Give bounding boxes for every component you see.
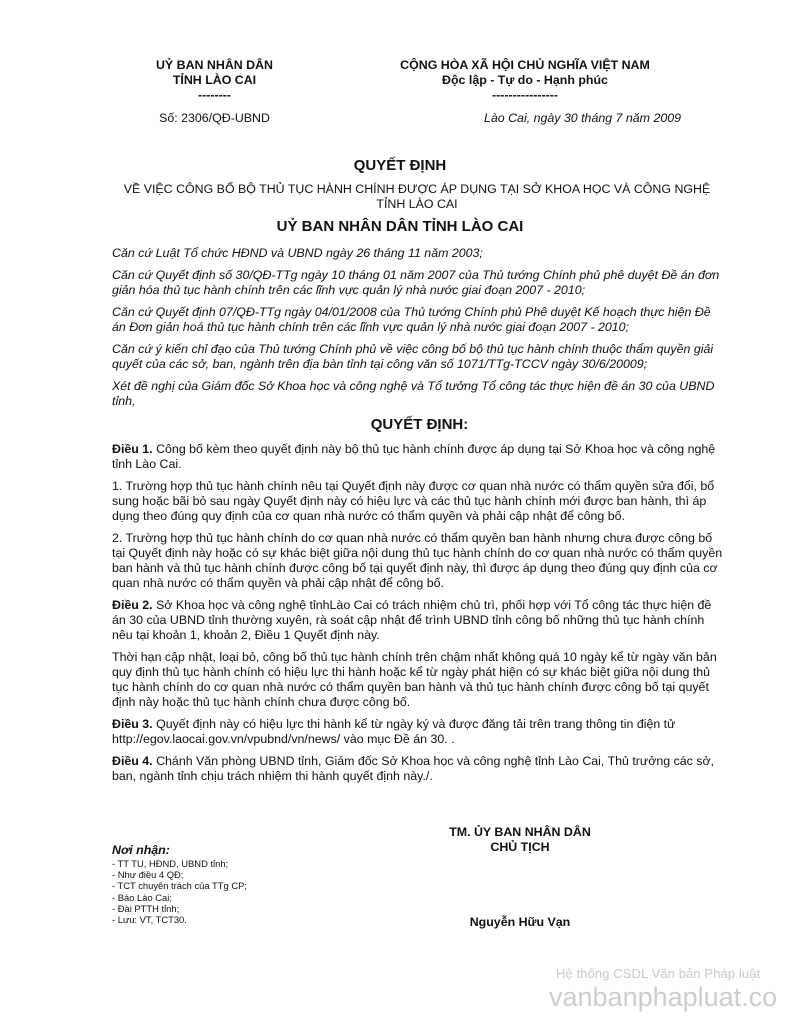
article-1-label: Điều 1. [112,442,153,456]
preamble-item: Căn cứ Quyết định 07/QĐ-TTg ngày 04/01/2008 của Thủ tướng Chính phủ Phê duyệt Kế hoạch thực hiện Đề án Đơn giản hoá thủ tục hành chính trên các lĩnh vực quản lý nhà nước giai đoạn 2007 - 2010; [112,305,711,334]
preamble-item: Căn cứ Quyết định số 30/QĐ-TTg ngày 10 tháng 01 năm 2007 của Thủ tướng Chính phủ phê duyệt Đề án đơn giản hóa thủ tục hành chính trên các lĩnh vực quản lý nhà nước giai đoạn 2007 - 2010; [112,268,720,297]
article-4-text: Chánh Văn phòng UBND tỉnh, Giám đốc Sở Khoa học và công nghệ tỉnh Lào Cai, Thủ trưởng các sở, ban, ngành tỉnh chịu trách nhiệm thi hành quyết định này./. [112,754,715,783]
decision-authority: UỶ BAN NHÂN DÂN TỈNH LÀO CAI [276,218,524,235]
place-and-date: Lào Cai, ngày 30 tháng 7 năm 2009 [483,111,682,125]
authority-line-1: UỶ BAN NHÂN DÂN [155,58,274,72]
list-item: - Đài PTTH tỉnh; [112,902,180,914]
document-body [112,246,727,791]
list-item: - TT TU, HĐND, UBND tỉnh; [112,858,229,869]
motto-line-2: Độc lập - Tự do - Hạnh phúc [442,73,608,87]
signature-title-1: TM. ỦY BAN NHÂN DÂN [449,825,591,839]
recipients-list [112,858,362,925]
article-2-deadline: Thời hạn cập nhật, loại bỏ, công bố thủ tục hành chính trên chậm nhất không quá 10 ngày kể từ ngày văn bản quy định thủ tục hành chính có hiệu lực thi hành hoặc kể từ ngày phát hiện có sự khác biệt giữa nội dung thủ tục hành chính do cơ quan nhà nước có thẩm quyền ban hành và thủ tục hành chính được công bố tại quyết định này hoặc thủ tục hành chính chưa được công bố. [112,650,717,709]
signer-name: Nguyễn Hữu Vạn [469,915,571,929]
decision-heading: QUYẾT ĐỊNH: [370,416,469,433]
recipients-block [112,843,362,925]
article-4 [112,754,727,784]
national-motto [350,58,700,103]
issuing-authority [112,58,317,103]
motto-line-1: CỘNG HÒA XÃ HỘI CHỦ NGHĨA VIỆT NAM [400,58,650,72]
authority-divider: -------- [197,88,231,102]
article-1-text: Công bố kèm theo quyết định này bộ thủ tục hành chính được áp dụng tại Sở Khoa học và công nghệ tỉnh Lào Cai. [112,442,716,471]
article-2-text: Sở Khoa học và công nghệ tỉnhLào Cai có trách nhiệm chủ trì, phối hợp với Tổ công tác thực hiện đề án 30 của UBND tỉnh thường xuyên, rà soát cập nhật để trình UBND tỉnh công bố những thủ tục hành chính nêu tại khoản 1, khoản 2, Điều 1 Quyết định này. [112,598,712,642]
article-2 [112,598,727,643]
list-item: - Như điều 4 QĐ; [112,869,184,881]
article-1-clause-1: 1. Trường hợp thủ tục hành chính nêu tại Quyết định này được cơ quan nhà nước có thẩm quyền sửa đổi, bổ sung hoặc bãi bỏ sau ngày Quyết định này có hiệu lực và các thủ tục hành chính mới được ban hành, thì áp dụng theo đúng quy định của cơ quan nhà nước có thẩm quyền và phải cập nhật để công bố. [112,479,715,523]
recipients-title: Nơi nhận: [112,843,170,857]
article-2-label: Điều 2. [112,598,153,612]
preamble-item: Xét đề nghị của Giám đốc Sở Khoa học và công nghệ và Tổ tưởng Tổ công tác thực hiện đề án 30 của UBND tỉnh, [112,379,715,408]
preamble-item: Căn cứ ý kiến chỉ đạo của Thủ tướng Chính phủ về việc công bố bộ thủ tục hành chính thuộc thẩm quyền giải quyết của các sở, ban, ngành trên địa bàn tỉnh tại công văn số 1071/TTg-TCCV ngày 30/6/20009; [112,342,714,371]
article-3-label: Điều 3. [112,717,153,731]
list-item: - Báo Lào Cai; [112,891,172,903]
watermark-domain: vanbanphapluat.co [549,982,778,1012]
motto-divider: ---------------- [491,88,559,102]
signature-block [420,825,620,855]
article-1-clause-2: 2. Trường hợp thủ tục hành chính do cơ quan nhà nước có thẩm quyền ban hành nhưng chưa được công bố tại Quyết định này hoặc có sự khác biệt giữa nội dung thủ tục hành chính do cơ quan nhà nước có thẩm quyền ban hành và thủ tục hành chính được công bố tại quyết định này, thì được áp dụng theo đúng quy định của cơ quan nhà nước có thẩm quyền và phải cập nhật để công bố. [112,531,723,590]
watermark-caption: Hệ thống CSDL Văn bản Pháp luật [556,966,761,981]
preamble-item: Căn cứ Luật Tổ chức HĐND và UBND ngày 26 tháng 11 năm 2003; [112,246,483,260]
authority-line-2: TỈNH LÀO CAI [172,73,257,87]
document-title: QUYẾT ĐỊNH [353,157,447,174]
article-1 [112,442,727,472]
article-3 [112,717,727,747]
article-3-text: Quyết định này có hiệu lực thi hành kể từ ngày ký và được đăng tải trên trang thông tin điện tử http://egov.laocai.gov.vn/vpubnd/vn/news/ vào mục Đề án 30. . [112,717,676,746]
article-4-label: Điều 4. [112,754,153,768]
document-subject: VỀ VIỆC CÔNG BỐ BỘ THỦ TỤC HÀNH CHÍNH ĐƯỢC ÁP DỤNG TẠI SỞ KHOA HỌC VÀ CÔNG NGHỆ TỈNH LÀO CAI [123,182,711,211]
list-item: - TCT chuyên trách của TTg CP; [112,880,247,892]
list-item: - Lưu: VT, TCT30. [112,914,187,926]
document-number: Số: 2306/QĐ-UBND [159,111,270,125]
signature-title-2: CHỦ TỊCH [490,840,550,854]
